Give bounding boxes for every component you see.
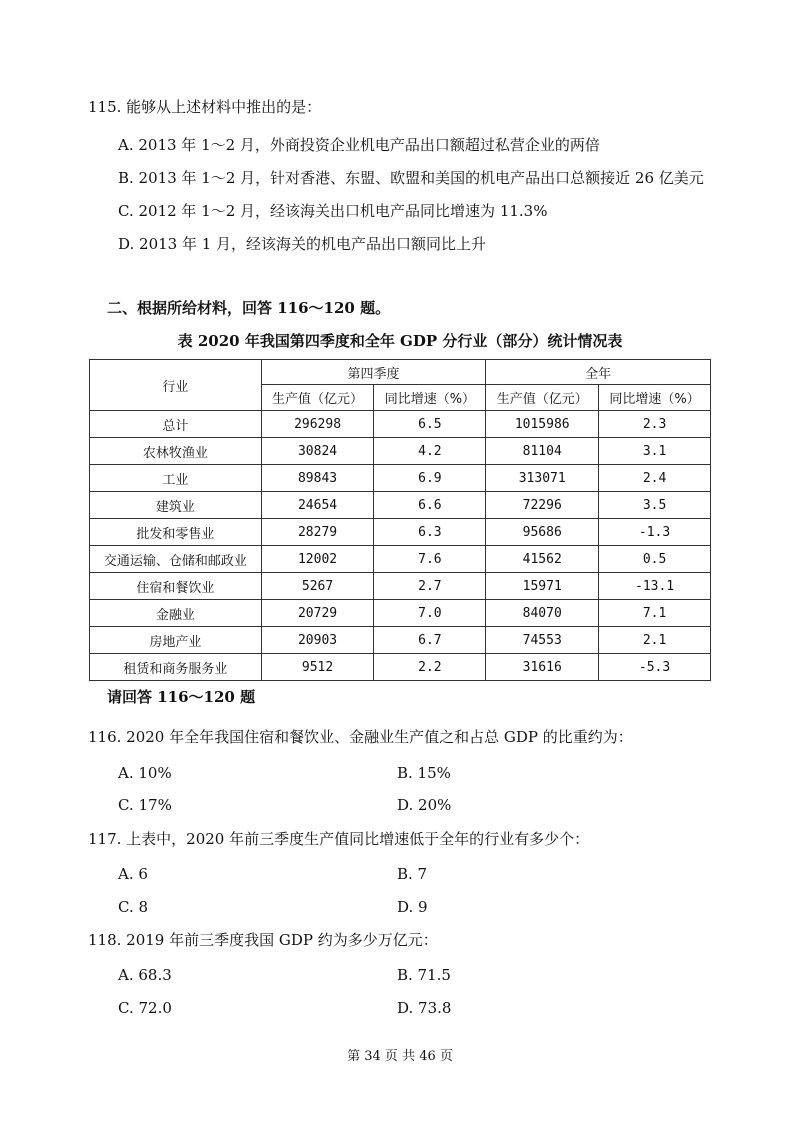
cell-industry: 建筑业: [90, 492, 262, 519]
cell-industry: 住宿和餐饮业: [90, 573, 262, 600]
cell-industry: 租赁和商务服务业: [90, 654, 262, 681]
cell-year-growth: 2.4: [599, 465, 711, 492]
table-row: [90, 546, 711, 573]
cell-q4-growth: 7.6: [374, 546, 486, 573]
cell-year-growth: -13.1: [599, 573, 711, 600]
cell-q4-value: 89843: [261, 465, 374, 492]
cell-year-value: 313071: [486, 465, 599, 492]
subheader-q4-growth: 同比增速（%）: [374, 385, 486, 411]
q117-option-a: A. 6: [118, 865, 148, 883]
cell-year-value: 84070: [486, 600, 599, 627]
q117-option-d: D. 9: [397, 898, 428, 916]
table-row: [90, 492, 711, 519]
cell-q4-value: 296298: [261, 411, 374, 438]
cell-industry: 批发和零售业: [90, 519, 262, 546]
header-q4: 第四季度: [261, 360, 486, 385]
cell-year-value: 74553: [486, 627, 599, 654]
cell-year-growth: 3.5: [599, 492, 711, 519]
q115-option-a: A. 2013 年 1～2 月，外商投资企业机电产品出口额超过私营企业的两倍: [118, 136, 600, 154]
table-row: [90, 519, 711, 546]
table-row: [90, 654, 711, 681]
cell-year-value: 41562: [486, 546, 599, 573]
cell-year-growth: 3.1: [599, 438, 711, 465]
table-row: [90, 411, 711, 438]
cell-q4-growth: 6.5: [374, 411, 486, 438]
q116-option-a: A. 10%: [118, 764, 172, 782]
q115-stem: 115. 能够从上述材料中推出的是：: [88, 98, 322, 116]
section-heading: 二、根据所给材料，回答 116～120 题。: [107, 299, 391, 317]
cell-year-value: 31616: [486, 654, 599, 681]
q115-option-d: D. 2013 年 1 月，经该海关的机电产品出口额同比上升: [118, 235, 487, 253]
q116-stem: 116. 2020 年全年我国住宿和餐饮业、金融业生产值之和占总 GDP 的比重约为：: [88, 728, 633, 746]
cell-q4-value: 28279: [261, 519, 374, 546]
cell-q4-growth: 4.2: [374, 438, 486, 465]
cell-year-value: 1015986: [486, 411, 599, 438]
cell-year-value: 81104: [486, 438, 599, 465]
table-title: 表 2020 年我国第四季度和全年 GDP 分行业（部分）统计情况表: [177, 332, 623, 350]
cell-q4-growth: 6.7: [374, 627, 486, 654]
cell-year-growth: 7.1: [599, 600, 711, 627]
cell-q4-growth: 2.2: [374, 654, 486, 681]
cell-q4-growth: 6.3: [374, 519, 486, 546]
cell-year-growth: 0.5: [599, 546, 711, 573]
cell-year-growth: 2.3: [599, 411, 711, 438]
cell-q4-growth: 7.0: [374, 600, 486, 627]
subheader-year-growth: 同比增速（%）: [599, 385, 711, 411]
q116-option-b: B. 15%: [397, 764, 451, 782]
cell-industry: 交通运输、仓储和邮政业: [90, 546, 262, 573]
q116-option-c: C. 17%: [118, 796, 172, 814]
cell-year-growth: -5.3: [599, 654, 711, 681]
cell-q4-value: 12002: [261, 546, 374, 573]
instruction-text: 请回答 116～120 题: [107, 688, 256, 706]
subheader-q4-value: 生产值（亿元）: [261, 385, 374, 411]
cell-industry: 金融业: [90, 600, 262, 627]
cell-industry: 总计: [90, 411, 262, 438]
q117-stem: 117. 上表中，2020 年前三季度生产值同比增速低于全年的行业有多少个：: [88, 830, 590, 848]
cell-q4-value: 20729: [261, 600, 374, 627]
q118-option-c: C. 72.0: [118, 999, 172, 1017]
q118-option-d: D. 73.8: [397, 999, 452, 1017]
cell-q4-growth: 6.9: [374, 465, 486, 492]
cell-year-value: 72296: [486, 492, 599, 519]
q118-option-a: A. 68.3: [118, 966, 172, 984]
q117-option-b: B. 7: [397, 865, 428, 883]
table-row: [90, 600, 711, 627]
table-row: [90, 627, 711, 654]
cell-industry: 房地产业: [90, 627, 262, 654]
cell-q4-value: 24654: [261, 492, 374, 519]
q115-option-b: B. 2013 年 1～2 月，针对香港、东盟、欧盟和美国的机电产品出口总额接近 26 亿美元: [118, 169, 704, 187]
cell-year-growth: -1.3: [599, 519, 711, 546]
cell-year-value: 95686: [486, 519, 599, 546]
table-row: [90, 465, 711, 492]
table-row: [90, 573, 711, 600]
q117-option-c: C. 8: [118, 898, 149, 916]
q116-option-d: D. 20%: [397, 796, 452, 814]
cell-q4-value: 20903: [261, 627, 374, 654]
q118-stem: 118. 2019 年前三季度我国 GDP 约为多少万亿元：: [88, 931, 438, 949]
q115-option-c: C. 2012 年 1～2 月，经该海关出口机电产品同比增速为 11.3%: [118, 202, 548, 220]
q118-option-b: B. 71.5: [397, 966, 451, 984]
header-year: 全年: [486, 360, 711, 385]
cell-q4-value: 9512: [261, 654, 374, 681]
header-industry: 行业: [90, 360, 262, 411]
cell-q4-value: 5267: [261, 573, 374, 600]
gdp-table: [89, 359, 711, 681]
cell-year-growth: 2.1: [599, 627, 711, 654]
cell-industry: 农林牧渔业: [90, 438, 262, 465]
cell-q4-growth: 2.7: [374, 573, 486, 600]
cell-q4-growth: 6.6: [374, 492, 486, 519]
cell-q4-value: 30824: [261, 438, 374, 465]
page-number: 第 34 页 共 46 页: [347, 1049, 453, 1064]
cell-year-value: 15971: [486, 573, 599, 600]
table-row: [90, 438, 711, 465]
subheader-year-value: 生产值（亿元）: [486, 385, 599, 411]
cell-industry: 工业: [90, 465, 262, 492]
